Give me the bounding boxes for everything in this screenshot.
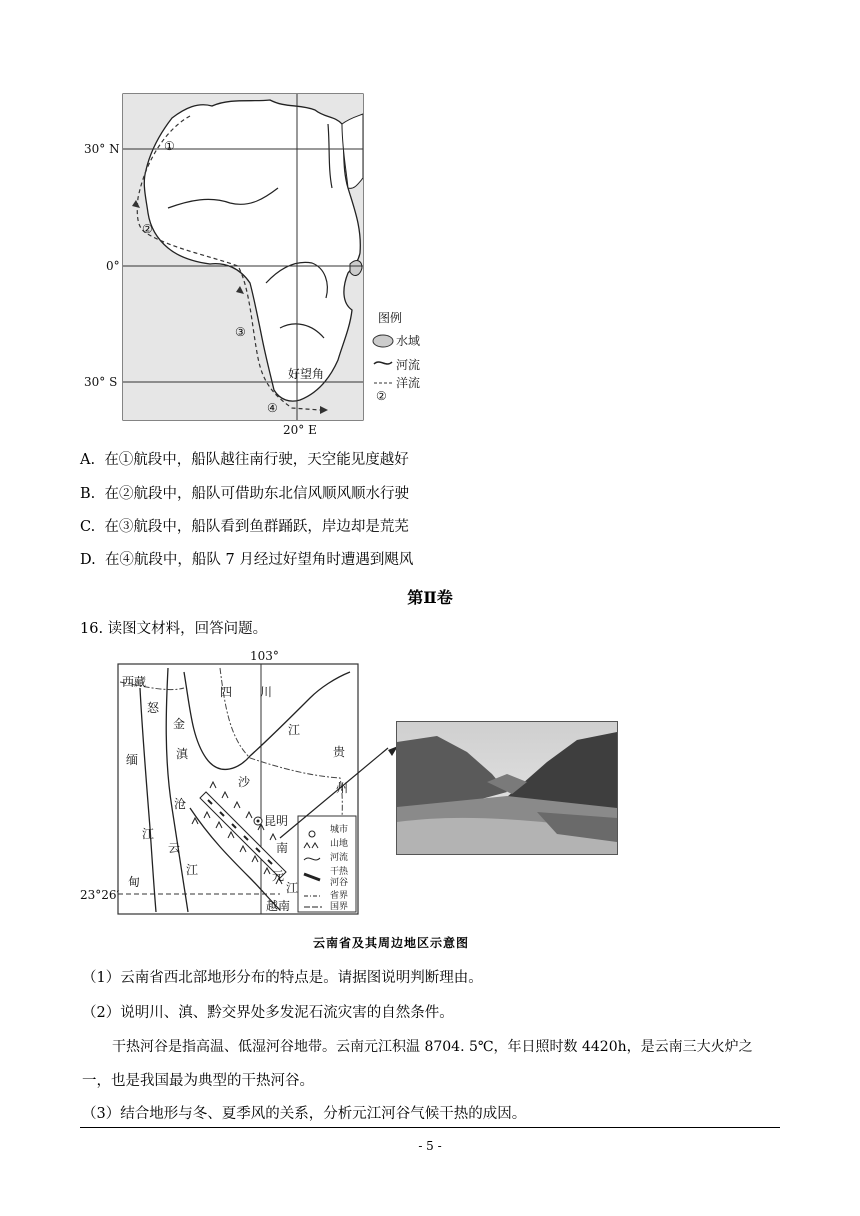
africa-map bbox=[80, 88, 440, 440]
legend-current-marker: ② bbox=[376, 389, 387, 403]
yunnan-map-svg bbox=[80, 648, 390, 923]
cape-label: 好望角 bbox=[288, 367, 325, 381]
map-label-jiang-4: 江 bbox=[286, 881, 299, 895]
question-16-part-2: （2）说明川、滇、黔交界处多发泥石流灾害的自然条件。 bbox=[82, 1005, 454, 1021]
lon-20e-label: 20° E bbox=[283, 423, 317, 437]
map-label-lan: 滇 bbox=[176, 747, 189, 761]
option-c bbox=[80, 517, 409, 537]
option-text: 在④航段中，船队 7 月经过好望角时遭遇到飓风 bbox=[104, 552, 414, 568]
option-letter: A. bbox=[80, 452, 96, 468]
legend-city: 城市 bbox=[330, 825, 349, 835]
map-label-mian: 缅 bbox=[126, 753, 139, 767]
map-label-yun: 云 bbox=[168, 841, 181, 855]
legend-title: 图例 bbox=[378, 311, 403, 325]
map-label-jin: 金 bbox=[173, 717, 186, 731]
legend-river: 河流 bbox=[330, 853, 349, 863]
legend-water-label: 水域 bbox=[396, 334, 421, 348]
legend-water-swatch bbox=[373, 335, 393, 347]
lat-30n-label: 30° N bbox=[84, 142, 120, 156]
map-label-xizang: 西藏 bbox=[122, 675, 147, 689]
segment-marker-1: ① bbox=[164, 139, 175, 153]
map-label-kunming: 昆明 bbox=[264, 814, 289, 828]
valley-photo-svg bbox=[397, 722, 617, 854]
yunnan-lon-label: 103° bbox=[250, 649, 279, 663]
question-16-stem: 16. 读图文材料，回答问题。 bbox=[80, 621, 268, 637]
legend-province-border: 省界 bbox=[330, 891, 349, 901]
map-label-dian: 甸 bbox=[128, 875, 141, 889]
legend-hot-dry: 干热 bbox=[330, 867, 349, 877]
map-label-nu: 怒 bbox=[147, 701, 160, 715]
option-text: 在②航段中，船队可借助东北信风顺风顺水行驶 bbox=[104, 486, 409, 502]
yunnan-map bbox=[80, 648, 390, 923]
section-title: 第Ⅱ卷 bbox=[407, 588, 453, 607]
option-a bbox=[80, 450, 409, 470]
material-line-1: 干热河谷是指高温、低湿河谷地带。云南元江积温 8704. 5℃，年日照时数 4420h，是云南三大火炉之 bbox=[112, 1039, 753, 1055]
map-label-vietnam: 越南 bbox=[266, 899, 291, 913]
legend-mountain: 山地 bbox=[330, 839, 349, 849]
option-letter: D. bbox=[80, 552, 96, 568]
option-text: 在①航段中，船队越往南行驶，天空能见度越好 bbox=[104, 452, 409, 468]
material-line-2: 一，也是我国最为典型的干热河谷。 bbox=[82, 1073, 314, 1089]
valley-photo bbox=[396, 721, 618, 855]
legend-river-swatch bbox=[374, 362, 392, 364]
yunnan-map-caption: 云南省及其周边地区示意图 bbox=[313, 936, 470, 950]
legend-current-label: 洋流 bbox=[396, 376, 421, 390]
map-label-sha: 沙 bbox=[238, 775, 251, 789]
footer-rule bbox=[80, 1127, 780, 1128]
lat-0-label: 0° bbox=[106, 259, 120, 273]
map-label-nan: 南 bbox=[276, 841, 289, 855]
segment-marker-4: ④ bbox=[267, 401, 278, 415]
map-label-jiang-1: 江 bbox=[288, 723, 301, 737]
map-label-yuan: 元 bbox=[272, 869, 285, 883]
yunnan-lat-label: 23°26′ bbox=[80, 888, 120, 902]
map-label-jiang-3: 江 bbox=[186, 863, 199, 877]
map-label-chuan: 川 bbox=[260, 685, 273, 699]
map-label-si: 四 bbox=[220, 685, 233, 699]
page-number: - 5 - bbox=[418, 1139, 442, 1153]
map-label-cang: 沧 bbox=[174, 797, 187, 811]
africa-map-svg bbox=[80, 88, 440, 440]
question-16-part-1: （1）云南省西北部地形分布的特点是。请据图说明判断理由。 bbox=[82, 970, 483, 986]
option-text: 在③航段中，船队看到鱼群踊跃，岸边却是荒芜 bbox=[104, 519, 409, 535]
segment-marker-2: ② bbox=[142, 222, 153, 236]
map-label-jiang-2: 江 bbox=[142, 827, 155, 841]
segment-marker-3: ③ bbox=[235, 325, 246, 339]
legend-valley: 河谷 bbox=[330, 878, 349, 888]
option-letter: B. bbox=[80, 486, 96, 502]
option-letter: C. bbox=[80, 519, 96, 535]
lat-30s-label: 30° S bbox=[84, 375, 118, 389]
option-d bbox=[80, 550, 413, 570]
map-label-zhou: 州 bbox=[336, 781, 349, 795]
map-label-gui: 贵 bbox=[333, 745, 346, 759]
question-16-part-3: （3）结合地形与冬、夏季风的关系，分析元江河谷气候干热的成因。 bbox=[82, 1106, 527, 1122]
legend-river-label: 河流 bbox=[396, 358, 421, 372]
option-b bbox=[80, 484, 409, 504]
legend-national-border: 国界 bbox=[330, 902, 349, 912]
